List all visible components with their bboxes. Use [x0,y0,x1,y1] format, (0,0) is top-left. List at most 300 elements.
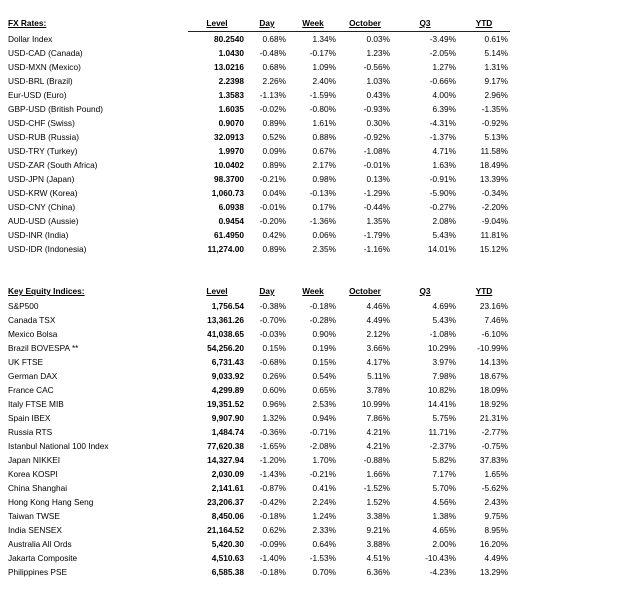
equity-cell-week: 2.53% [312,399,336,409]
fx-row-label: USD-BRL (Brazil) [8,76,73,86]
equity-cell-october: 6.36% [366,567,390,577]
equity-row-label: Hong Kong Hang Seng [8,497,94,507]
equity-row [6,551,510,565]
fx-row-label: USD-ZAR (South Africa) [8,160,98,170]
equity-row-label: Philippines PSE [8,567,68,577]
fx-cell-ytd: 11.58% [480,146,508,156]
equity-cell-week: 0.70% [312,567,336,577]
equity-cell-october: 4.21% [366,441,390,451]
equity-cell-day: -0.68% [259,357,286,367]
equity-row [6,425,510,439]
equity-cell-ytd: 4.49% [484,553,508,563]
equity-cell-day: 0.26% [262,371,286,381]
fx-row [6,144,510,158]
equity-row [6,509,510,523]
fx-cell-day: 0.68% [262,62,286,72]
fx-header-q3: Q3 [392,15,458,32]
fx-rates-table [6,15,510,256]
fx-cell-q3: 5.43% [432,230,456,240]
fx-cell-day: -1.13% [259,90,286,100]
equity-cell-level: 1,756.54 [211,301,244,311]
equity-row-label: Taiwan TWSE [8,511,60,521]
fx-cell-week: 0.88% [312,132,336,142]
fx-header-ytd: YTD [458,15,510,32]
equity-cell-october: 4.17% [366,357,390,367]
fx-header-level: Level [188,15,246,32]
fx-cell-week: 2.40% [312,76,336,86]
fx-cell-day: 0.89% [262,244,286,254]
fx-cell-level: 80.2540 [214,34,244,44]
equity-cell-ytd: 18.92% [479,399,508,409]
fx-cell-ytd: 11.81% [480,230,508,240]
equity-row [6,313,510,327]
equity-cell-day: -1.20% [259,455,286,465]
equity-row [6,453,510,467]
equity-cell-q3: 5.70% [432,483,456,493]
equity-row-label: Istanbul National 100 Index [8,441,109,451]
equity-cell-october: 2.12% [366,329,390,339]
equity-cell-day: 1.32% [262,413,286,423]
equity-cell-day: -0.38% [259,301,286,311]
fx-cell-october: -0.56% [363,62,390,72]
equity-cell-q3: 5.82% [432,455,456,465]
equity-cell-week: 0.90% [312,329,336,339]
equity-row-label: Japan NIKKEI [8,455,61,465]
fx-cell-october: -1.29% [363,188,390,198]
equity-row-label: India SENSEX [8,525,62,535]
fx-cell-level: 1.9970 [218,146,244,156]
equity-cell-day: -0.09% [259,539,286,549]
equity-header-ytd: YTD [475,286,493,296]
equity-cell-ytd: 8.95% [484,525,508,535]
equity-cell-october: 4.21% [366,427,390,437]
equity-row [6,467,510,481]
fx-cell-october: -0.01% [363,160,390,170]
equity-cell-week: 0.41% [312,483,336,493]
equity-row-label: Jakarta Composite [8,553,78,563]
equity-cell-level: 5,420.30 [211,539,244,549]
equity-row [6,327,510,341]
fx-cell-level: 13.0216 [214,62,244,72]
equity-cell-ytd: -0.75% [481,441,508,451]
fx-rates-body [6,15,510,256]
fx-cell-week: 2.17% [312,160,336,170]
fx-cell-october: -0.44% [363,202,390,212]
equity-cell-ytd: 18.67% [479,371,508,381]
equity-row [6,565,510,579]
equity-cell-week: 0.54% [312,371,336,381]
fx-cell-q3: 4.00% [432,90,456,100]
fx-cell-day: 2.26% [262,76,286,86]
fx-header-row [6,15,510,32]
equity-cell-october: 10.99% [361,399,390,409]
equity-row-label: Australia All Ords [8,539,72,549]
equity-row [6,397,510,411]
fx-cell-week: 0.17% [312,202,336,212]
fx-cell-october: 1.03% [366,76,390,86]
equity-row-label: Russia RTS [8,427,53,437]
equity-cell-week: 2.33% [312,525,336,535]
fx-cell-level: 10.0402 [214,160,244,170]
fx-cell-ytd: -1.35% [481,104,508,114]
equity-cell-day: -0.87% [259,483,286,493]
fx-cell-q3: 6.39% [432,104,456,114]
equity-cell-level: 9,033.92 [211,371,244,381]
equity-cell-level: 54,256.20 [207,343,244,353]
equity-row [6,523,510,537]
fx-cell-q3: 14.01% [427,244,456,254]
fx-cell-week: -1.59% [309,90,336,100]
fx-cell-ytd: 15.12% [479,244,508,254]
equity-cell-day: -0.42% [259,497,286,507]
fx-cell-ytd: -2.20% [481,202,508,212]
fx-cell-day: -0.48% [259,48,286,58]
equity-row-label: S&P500 [8,301,39,311]
fx-row-label: USD-CNY (China) [8,202,76,212]
equity-cell-q3: 1.38% [432,511,456,521]
equity-cell-level: 14,327.94 [207,455,244,465]
fx-header-week: Week [288,15,338,32]
equity-row-label: Mexico Bolsa [8,329,58,339]
fx-cell-ytd: 0.61% [484,34,508,44]
fx-cell-week: 0.98% [312,174,336,184]
fx-row-label: USD-IDR (Indonesia) [8,244,87,254]
equity-cell-day: 0.62% [262,525,286,535]
equity-cell-day: 0.96% [262,399,286,409]
fx-cell-ytd: 1.31% [484,62,508,72]
fx-row [6,172,510,186]
equity-cell-q3: 10.82% [427,385,456,395]
fx-cell-ytd: 18.49% [479,160,508,170]
equity-cell-level: 6,585.38 [211,567,244,577]
fx-header-october: October [338,15,392,32]
fx-row [6,32,510,47]
fx-cell-week: -0.13% [309,188,336,198]
fx-cell-q3: 2.08% [432,216,456,226]
fx-cell-level: 1.6035 [218,104,244,114]
equity-cell-day: -0.03% [259,329,286,339]
fx-cell-q3: 4.71% [432,146,456,156]
fx-cell-day: -0.21% [259,174,286,184]
equity-cell-week: 0.94% [312,413,336,423]
equity-header-q3: Q3 [419,286,431,296]
fx-cell-october: 0.43% [366,90,390,100]
equity-cell-week: 0.15% [312,357,336,367]
equity-cell-q3: 4.65% [432,525,456,535]
fx-row-label: USD-JPN (Japan) [8,174,75,184]
fx-row [6,88,510,102]
fx-cell-q3: 1.27% [432,62,456,72]
equity-row-label: UK FTSE [8,357,44,367]
equity-cell-october: 3.88% [366,539,390,549]
fx-cell-q3: -4.31% [429,118,456,128]
equity-cell-week: -0.18% [309,301,336,311]
fx-cell-q3: -2.05% [429,48,456,58]
equity-cell-day: -1.43% [259,469,286,479]
equity-cell-ytd: 18.09% [479,385,508,395]
equity-cell-q3: 2.00% [432,539,456,549]
fx-row-label: USD-CAD (Canada) [8,48,83,58]
equity-cell-day: -1.65% [259,441,286,451]
equity-cell-october: 5.11% [367,371,390,381]
equity-cell-october: 3.78% [366,385,390,395]
equity-cell-day: 0.15% [262,343,286,353]
equity-row [6,299,510,313]
fx-cell-day: -0.01% [259,202,286,212]
fx-row [6,74,510,88]
equity-cell-ytd: 1.65% [484,469,508,479]
fx-cell-october: 1.23% [366,48,390,58]
fx-row [6,130,510,144]
fx-row [6,228,510,242]
equity-cell-october: -1.52% [363,483,390,493]
fx-row-label: USD-CHF (Swiss) [8,118,75,128]
equity-row-label: Korea KOSPI [8,469,58,479]
fx-cell-q3: -0.27% [429,202,456,212]
fx-cell-october: 1.35% [366,216,390,226]
fx-cell-october: -1.08% [363,146,390,156]
equity-cell-week: 1.70% [312,455,336,465]
fx-cell-ytd: 5.13% [484,132,508,142]
fx-cell-week: -1.36% [309,216,336,226]
fx-cell-october: 0.30% [366,118,390,128]
equity-cell-week: 1.24% [312,511,336,521]
fx-row-label: USD-KRW (Korea) [8,188,78,198]
fx-cell-level: 1,060.73 [211,188,244,198]
equity-cell-q3: 4.56% [432,497,456,507]
fx-cell-october: 0.13% [366,174,390,184]
equity-cell-october: 1.66% [366,469,390,479]
equity-header-day: Day [259,286,275,296]
fx-row-label: USD-RUB (Russia) [8,132,79,142]
fx-cell-day: 0.42% [262,230,286,240]
equity-row-label: China Shanghai [8,483,68,493]
equity-cell-q3: 10.29% [427,343,456,353]
fx-row [6,46,510,60]
equity-row-label: France CAC [8,385,54,395]
equity-row-label: German DAX [8,371,58,381]
equity-cell-october: 9.21% [366,525,390,535]
fx-cell-q3: -0.66% [429,76,456,86]
equity-cell-q3: 11.71% [428,427,456,437]
fx-cell-ytd: 9.17% [484,76,508,86]
equity-cell-ytd: 7.46% [484,315,508,325]
equity-cell-level: 13,361.26 [207,315,244,325]
equity-cell-week: 0.65% [312,385,336,395]
fx-cell-october: -0.93% [363,104,390,114]
equity-cell-october: 3.38% [366,511,390,521]
fx-row-label: USD-TRY (Turkey) [8,146,78,156]
equity-cell-ytd: 21.31% [479,413,508,423]
fx-cell-ytd: -0.34% [481,188,508,198]
equity-cell-week: -1.53% [309,553,336,563]
equity-row [6,355,510,369]
fx-cell-ytd: -9.04% [481,216,508,226]
equity-cell-level: 19,351.52 [207,399,244,409]
fx-cell-week: 1.09% [312,62,336,72]
fx-row [6,186,510,200]
fx-cell-day: 0.68% [262,34,286,44]
fx-row [6,214,510,228]
fx-cell-level: 6.0938 [218,202,244,212]
fx-cell-day: 0.52% [262,132,286,142]
equity-cell-q3: 3.97% [432,357,456,367]
fx-cell-level: 11,274.00 [207,244,244,254]
equity-cell-level: 4,299.89 [211,385,244,395]
fx-cell-ytd: 13.39% [479,174,508,184]
equity-cell-level: 6,731.43 [211,357,244,367]
equity-cell-day: -0.18% [259,511,286,521]
equity-row [6,369,510,383]
equity-cell-day: -1.40% [259,553,286,563]
equity-cell-october: 4.49% [366,315,390,325]
equity-cell-q3: 4.69% [432,301,456,311]
equity-cell-q3: -10.43% [425,553,456,563]
equity-header-level: Level [206,286,228,296]
equity-cell-ytd: 37.83% [479,455,508,465]
fx-row-label: USD-MXN (Mexico) [8,62,81,72]
fx-cell-level: 32.0913 [214,132,244,142]
equity-cell-ytd: 14.13% [479,357,508,367]
fx-cell-october: 0.03% [366,34,390,44]
fx-cell-day: -0.02% [259,104,286,114]
equity-row [6,537,510,551]
fx-cell-day: 0.09% [262,146,286,156]
equity-cell-ytd: 13.29% [479,567,508,577]
equity-cell-october: 1.52% [366,497,390,507]
equity-cell-october: 4.46% [366,301,390,311]
equity-cell-q3: 5.43% [432,315,456,325]
equity-cell-ytd: -10.99% [477,343,508,353]
fx-row-label: Dollar Index [8,33,53,44]
equity-cell-level: 23,206.37 [207,497,244,507]
equity-row-label: Italy FTSE MIB [8,399,64,409]
equity-cell-level: 8,450.06 [211,511,244,521]
equity-cell-week: -0.28% [309,315,336,325]
fx-cell-day: 0.89% [262,160,286,170]
equity-cell-week: -2.08% [309,441,336,451]
fx-cell-ytd: -0.92% [481,118,508,128]
equity-cell-week: -0.71% [309,427,336,437]
equity-cell-q3: -4.23% [429,567,456,577]
equity-cell-ytd: -5.62% [481,483,508,493]
equity-row [6,383,510,397]
equity-cell-week: -0.21% [309,469,336,479]
fx-cell-level: 1.3583 [218,90,244,100]
equity-cell-level: 4,510.63 [211,553,244,563]
equity-row-label: Brazil BOVESPA ** [8,343,79,353]
equity-cell-q3: 7.98% [432,371,456,381]
fx-cell-october: -1.16% [363,244,390,254]
equity-header-row [6,283,510,299]
fx-cell-level: 98.3700 [214,174,244,184]
equity-indices-body [6,283,510,579]
fx-cell-week: 1.34% [312,34,336,44]
fx-cell-level: 2.2398 [218,76,244,86]
fx-row-label: USD-INR (India) [8,230,69,240]
fx-cell-q3: -3.49% [429,34,456,44]
fx-row-label: AUD-USD (Aussie) [8,216,79,226]
fx-cell-october: -0.92% [363,132,390,142]
equity-cell-q3: 5.75% [432,413,456,423]
fx-cell-q3: -1.37% [429,132,456,142]
equity-cell-level: 77,620.38 [207,441,244,451]
equity-cell-ytd: -6.10% [481,329,508,339]
equity-row [6,495,510,509]
fx-cell-q3: -0.91% [429,174,456,184]
equity-header-week: Week [302,286,324,296]
equity-section-title: Key Equity Indices: [8,286,85,296]
fx-cell-day: 0.04% [262,188,286,198]
equity-cell-day: 0.60% [262,385,286,395]
equity-cell-week: 2.24% [312,497,336,507]
fx-row [6,158,510,172]
fx-cell-day: -0.20% [259,216,286,226]
equity-cell-ytd: 2.43% [484,497,508,507]
fx-section-title: FX Rates: [8,18,47,29]
fx-row-label: Eur-USD (Euro) [8,90,67,100]
fx-cell-level: 61.4950 [214,230,244,240]
fx-cell-week: -0.80% [309,104,336,114]
equity-cell-week: 0.64% [312,539,336,549]
equity-row [6,481,510,495]
fx-cell-day: 0.89% [262,118,286,128]
fx-cell-week: -0.17% [309,48,336,58]
equity-cell-level: 1,484.74 [211,427,244,437]
equity-cell-ytd: 16.20% [479,539,508,549]
fx-row [6,60,510,74]
equity-cell-level: 2,141.61 [211,483,244,493]
equity-cell-week: 0.19% [312,343,336,353]
equity-cell-level: 9,907.90 [211,413,244,423]
equity-cell-day: -0.70% [259,315,286,325]
equity-row [6,439,510,453]
fx-cell-october: -1.79% [363,230,390,240]
fx-cell-level: 0.9454 [218,216,244,226]
equity-cell-q3: -2.37% [429,441,456,451]
equity-cell-q3: -1.08% [429,329,456,339]
equity-cell-day: -0.18% [259,567,286,577]
equity-row-label: Spain IBEX [8,413,51,423]
equity-row [6,411,510,425]
equity-cell-october: 3.66% [366,343,390,353]
fx-cell-ytd: 2.96% [484,90,508,100]
fx-cell-ytd: 5.14% [484,48,508,58]
equity-row-label: Canada TSX [8,315,56,325]
fx-cell-level: 1.0430 [218,48,244,58]
equity-cell-q3: 14.41% [427,399,456,409]
fx-row [6,242,510,256]
equity-cell-ytd: 23.16% [479,301,508,311]
fx-cell-level: 0.9070 [218,118,244,128]
fx-row [6,116,510,130]
equity-cell-october: 7.86% [366,413,390,423]
fx-row [6,200,510,214]
fx-header-day: Day [246,15,288,32]
fx-cell-week: 0.06% [312,230,336,240]
fx-cell-week: 1.61% [312,118,336,128]
equity-cell-level: 21,164.52 [207,525,244,535]
fx-row [6,102,510,116]
fx-cell-week: 2.35% [312,244,336,254]
equity-cell-day: -0.36% [259,427,286,437]
fx-cell-q3: -5.90% [429,188,456,198]
fx-cell-week: 0.67% [312,146,336,156]
equity-cell-october: -0.88% [363,455,390,465]
fx-cell-q3: 1.63% [432,160,456,170]
equity-cell-october: 4.51% [366,553,390,563]
equity-cell-level: 2,030.09 [211,469,244,479]
